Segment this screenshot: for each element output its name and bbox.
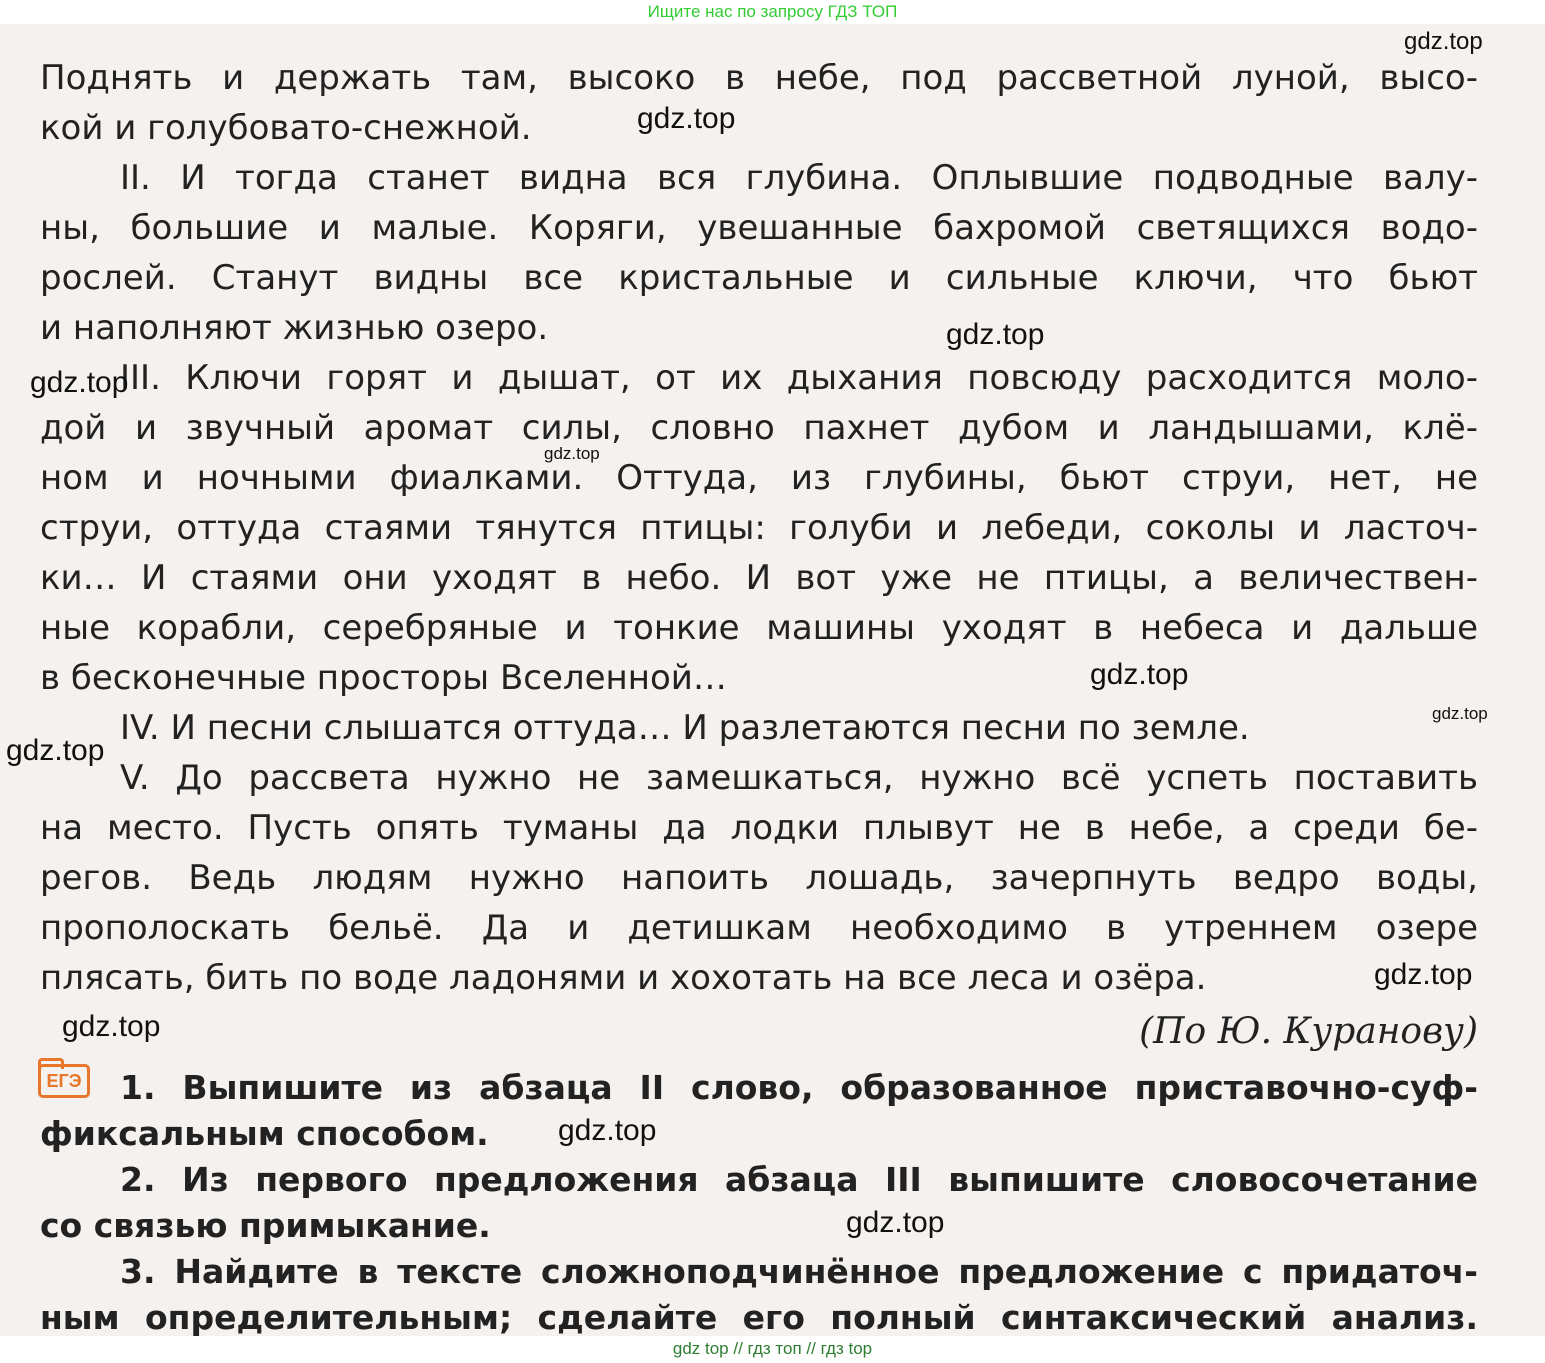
task-2-line: со связью примыкание. [40, 1206, 491, 1245]
text-line: Поднять и держать там, высоко в небе, под рассветной луной, высо- [40, 58, 1478, 98]
source-attribution: (По Ю. Куранову) [1139, 1011, 1478, 1052]
watermark: gdz.top [846, 1206, 945, 1239]
paragraph-iii-line: в бесконечные просторы Вселенной… [40, 658, 727, 698]
watermark: gdz.top [544, 444, 600, 463]
paragraph-v-line: V. До рассвета нужно не замешкаться, нужно всё успеть поставить [120, 758, 1478, 798]
task-2-line: 2. Из первого предложения абзаца III выпишите словосочетание [120, 1160, 1478, 1199]
search-hint-banner: Ищите нас по запросу ГДЗ ТОП [647, 2, 898, 21]
paragraph-v-line: плясать, бить по воде ладонями и хохотать на все леса и озёра. [40, 958, 1207, 998]
task-3-line: ным определительным; сделайте его полный синтаксический анализ. [40, 1298, 1478, 1337]
paragraph-v-line: прополоскать бельё. Да и детишкам необходимо в утреннем озере [40, 908, 1478, 948]
paragraph-iii-line: струи, оттуда стаями тянутся птицы: голуби и лебеди, соколы и ласточ- [40, 508, 1478, 548]
watermark: gdz.top [558, 1114, 657, 1147]
task-1-line: фиксальным способом. [40, 1114, 489, 1153]
watermark: gdz.top [62, 1010, 161, 1043]
paragraph-ii-line: ны, большие и малые. Коряги, увешанные бахромой светящихся водо- [40, 208, 1478, 248]
task-1-line: 1. Выпишите из абзаца II слово, образованное приставочно-суф- [120, 1068, 1478, 1107]
ege-badge-icon: ЕГЭ [38, 1064, 90, 1098]
footer-link[interactable]: гдз топ [747, 1339, 802, 1358]
paragraph-iii-line: III. Ключи горят и дышат, от их дыхания повсюду расходится моло- [120, 358, 1478, 398]
text-line: кой и голубовато-снежной. [40, 108, 532, 148]
watermark: gdz.top [30, 366, 129, 399]
footer-separator: // [806, 1339, 816, 1358]
paragraph-ii-line: II. И тогда станет видна вся глубина. Оплывшие подводные валу- [120, 158, 1478, 198]
watermark: gdz.top [946, 318, 1045, 351]
paragraph-ii-line: рослей. Станут видны все кристальные и сильные ключи, что бьют [40, 258, 1478, 298]
paragraph-iv-line: IV. И песни слышатся оттуда… И разлетаются песни по земле. [120, 708, 1250, 748]
watermark: gdz.top [1090, 658, 1189, 691]
footer-link[interactable]: gdz top [672, 1339, 729, 1358]
paragraph-iii-line: дой и звучный аромат силы, словно пахнет дубом и ландышами, клё- [40, 408, 1478, 448]
watermark: gdz.top [637, 102, 736, 135]
watermark: gdz.top [1432, 704, 1488, 723]
paragraph-v-line: на место. Пусть опять туманы да лодки плывут не в небе, а среди бе- [40, 808, 1478, 848]
paragraph-ii-line: и наполняют жизнью озеро. [40, 308, 549, 348]
paragraph-iii-line: ки… И стаями они уходят в небо. И вот уже не птицы, а величествен- [40, 558, 1478, 598]
watermark: gdz.top [6, 734, 105, 767]
paragraph-iii-line: ные корабли, серебряные и тонкие машины уходят в небеса и дальше [40, 608, 1478, 648]
footer-links [0, 1336, 1545, 1363]
footer-link[interactable]: гдз top [820, 1339, 873, 1358]
watermark: gdz.top [1404, 28, 1483, 55]
paragraph-v-line: регов. Ведь людям нужно напоить лошадь, зачерпнуть ведро воды, [40, 858, 1478, 898]
watermark: gdz.top [1374, 958, 1473, 991]
task-3-line: 3. Найдите в тексте сложноподчинённое предложение с придаточ- [120, 1252, 1478, 1291]
footer-separator: // [733, 1339, 743, 1358]
paragraph-iii-line: ном и ночными фиалками. Оттуда, из глубины, бьют струи, нет, не [40, 458, 1478, 498]
